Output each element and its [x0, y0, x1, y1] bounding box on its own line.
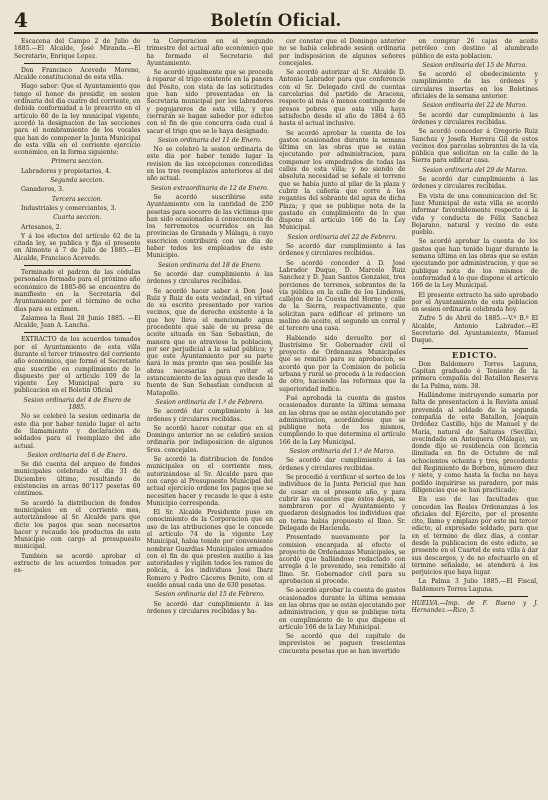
session-heading: Sesion ordinaria del 29 de Marzo.	[422, 166, 528, 174]
paragraph: La Palma 3 Julio 1885.—El Fiscal, Baldomero Torres Laguna.	[411, 578, 538, 593]
paragraph: En uso de las facultades que conceden las Reales Ordenanzas á los oficiales del Ejército, por el presente cito, llamo y emplazo por este mi tercer edicto, al expresado soldado, para que en el término de diez dias, á contar desde la publicacion de este edicto, se presente en el Cuartel de esta villa á dar sus descargos, y de no efectuarlo en el término señalado, se atenderá á los perjuicios que haya lugar.	[411, 496, 538, 577]
divider	[24, 63, 131, 64]
paragraph: Se acordó hacer constar que en el Domingo anterior no se celebró sesion ordinaria por indisposicion de algunos Sres. concejales.	[146, 424, 273, 454]
paragraph: Fué aprobada la cuenta de gastos ocasionados durante la última semana en las obras que se están ejecutando por administracion, acordándose que se publique nota de los mismos, cumpliendo lo que determina el artículo 166 de la Ley Municipal.	[279, 394, 406, 446]
paragraph: También se acordó aprobar el extracto de los acuerdos tomados por es-	[14, 552, 141, 575]
paragraph: Se acordó dar cumplimiento á las órdenes y circulares recibidas.	[279, 243, 406, 258]
paragraph: El presente extracto ha sido aprobado por el Ayuntamiento de esta poblacion en sesion ordinaria celebrada hoy.	[411, 291, 538, 314]
session-heading: Sesion ordinaria del 22 de Marzo.	[422, 102, 528, 110]
paragraph: Se acordó dar cumplimiento á las órdenes y circulares recibidas.	[146, 270, 273, 286]
paragraph: cer constar que el Domingo anterior no se había celebrado sesion ordinaria por indisposicion de algunos señores concejales.	[279, 38, 406, 67]
paragraph: Terminado el padron de las cédulas personales formado para el próximo año económico de 1885-86 se encuentra de manifiesto en la Secretaría del Ayuntamiento por el término de ocho dias para su exámen.	[14, 269, 141, 313]
session-heading: Sesion ordinaria del 18 de Enero.	[157, 261, 262, 269]
paragraph: Labradores y propietarios, 4.	[21, 167, 112, 175]
paragraph: ta Corporacion en el segundo trimestre del actual año económico que ha formado el Secretario del Ayuntamiento.	[146, 38, 273, 67]
paragraph: Zalamea la Real 28 Junio 1885. —El Alcalde, Juan A. Lancha.	[14, 314, 141, 330]
paragraph: Se acordó dar cumplimiento á las órdenes y circulares recibidas y ha-	[146, 600, 273, 615]
paragraph: No se celebró la sesion ordinaria de este dia por haber tenido lugar la revision de las excepciones concedidas en los tres reemplazos anteriores al del año actual.	[146, 146, 273, 183]
column-3	[279, 38, 406, 798]
paragraph: Industriales y comerciantes, 3.	[21, 204, 117, 212]
paragraph: No se celebró la sesion ordinaria de este dia por haber tenido lugar el acto de llamamiento y declaracion de soldados para el reemplazo del año actual.	[14, 413, 141, 450]
columns	[14, 38, 538, 798]
paragraph: Se acordó autorizar al Sr. Alcalde D. Antonio Labrador para que conferencie con el Sr. Delegado civil de cuentas carcelarias del partido de Aracena, respecto al más ó menos contingente de presos pobres que esta villa haya satisfecho desde el año de 1864 á 65 hasta el actual inclusive.	[279, 69, 406, 128]
paragraph: Zufre 5 de Abril de 1885.—V.º B.º El Alcalde, Antonio Labrador.—El Secretario del Ayuntamiento, Manuel Duque.	[411, 315, 538, 345]
paragraph: Se acordó aprobar la cuenta de gastos ocasionados durante la última semana en las obras que se están ejecutando por administracion, y que se publique nota en cumplimiento de lo que dispone el artículo 166 de la Ley Municipal.	[279, 587, 406, 631]
printer-imprint: HUELVA.—Imp. de F. Bueno y J. Hernandez.—Rico, 5.	[411, 600, 538, 615]
section-heading: Segunda seccion.	[50, 177, 105, 185]
column-2	[147, 38, 274, 798]
paragraph: Se dió cuenta del arqueo de fondos municipales celebrado el dia 31 de Diciembre último, resultando de existencias en arcas 80'117 pesetas 69 céntimos.	[14, 461, 141, 498]
paragraph: En vista de una comunicacion del Sr. Juez Municipal de esta villa se acordó informar favorablemente respecto á la vida y conducta de Félix Sanchez Bejarano, natural y vecino de este pueblo.	[411, 192, 538, 237]
session-heading: Sesion ordinaria del 11 de Enero.	[157, 136, 262, 144]
paragraph: Se procedió á verificar el sorteo de los individuos de la Junta Pericial que han de cesar en el presente año, y para cubrir las vacantes que éstos dejen, se nombraron por el Ayuntamiento y quedaron designados los individuos que en terna habia propuesto el Ilmo. Sr. Delegado de Hacienda.	[279, 473, 406, 532]
paragraph: Se acordó hacer saber á Don José Ruiz y Ruiz de esta vecindad, en virtud de su escrito presentado por varios vecinos, que de derecho existente á la que hoy lleva el mencionado agua procedente que sale de su presa de aceite situada en San Sebastian, de manera que no atraviese la poblacion, por ser perjudicial á la salud pública; y que este Ayuntamiento por su parte hará lo más pronto que sea posible las obras necesarias para evitar el estancamiento de las aguas que desde la fuente de San Sebastian conducen al Matapollo.	[146, 287, 273, 397]
paragraph: Se acordó aprobar la cuenta de los gastos que han tenido lugar durante la semana última en las obras que se están ejecutando por administracion, y que se publique nota de los mismos de conformidad á lo que dispone el artículo 166 de la Ley Municipal.	[411, 238, 538, 290]
session-heading: Sesion ordinaria de 1.º de Febrero.	[155, 398, 265, 406]
paragraph: Se acordó dar cumplimiento á las órdenes y circulares recibidas.	[279, 457, 406, 472]
session-heading: Sesion ordinaria del 15 de Marzo.	[422, 61, 528, 69]
page-header	[14, 6, 538, 34]
column-4	[412, 38, 539, 798]
session-heading: Sesion ordinaria del 22 de Febrero.	[287, 233, 398, 241]
paragraph: Y á los efectos del artículo 62 de la citada ley, se publica y fija el presente en Almonte á 7 de Julio de 1885.—El Alcalde, Francisco Acevedo.	[14, 232, 141, 262]
paragraph: Habiendo sido devuelto por el Ilustrísimo Sr. Gobernador civil el proyecto de Ordenanzas Municipales que se remitió para su aprobacion, se acordó que por la Comision de policía urbana y rural se proceda á la redaccion de otro, haciendo las reformas que la superioridad indica.	[279, 334, 406, 393]
divider	[422, 596, 529, 597]
paragraph: Se acordó suscribirse este Ayuntamiento con la cantidad de 250 pesetas para socorro de las víctimas que han sido ocasionadas á consecuencia de los terremotos ocurridos en las provincias de Granada y Málaga, á cuyo suscricion contribuirá con un dia de haber todos los empleados de este Municipio.	[146, 193, 273, 260]
paragraph: Ganaderos, 3.	[21, 186, 64, 194]
column-1	[14, 38, 141, 798]
masthead-title: Boletín Oficial.	[210, 10, 342, 31]
paragraph: Presentado nuevamente por la comision encargada al efecto el proyecto de Ordenanzas Municipales, se acordó que hallándose redactado con arreglo á lo prevenido, sea remitido al Ilmo. Sr. Gobernador civil para su aprobacion si procede.	[279, 534, 406, 586]
paragraph: Se acordó el obedecimiento y cumplimiento de las órdenes y circulares insertas en los Boletines oficiales de la semana anterior.	[411, 71, 538, 101]
paragraph: Se acordó la distribucion de fondos municipales en el corriente mes, autorizándose al Sr. Alcalde para que dicte los pagos que sean necesarios hacer y recaudo los productos de este Municipio con cargo al presupuesto municipal.	[14, 499, 141, 551]
paragraph: Artesanos, 2.	[21, 223, 62, 231]
paragraph: Hago saber: Que el Ayuntamiento que tengo el honor de presidir, en sesion ordinaria del dia cuatro del corriente, en debida conformidad a lo prescrito en el artículo 60 de la ley municipal vigente, acordó la designacion de las secciones para el nombramiento de los vocales que han de componer la Junta Municipal de esta villa en el corriente ejercicio económico, en la forma siguiente:	[14, 83, 141, 157]
session-heading: Sesion ordinaria del 4 de Enero de 1885.	[23, 396, 131, 412]
paragraph: Escacena del Campo 2 de Julio de 1885.—El Alcalde, José Miranda.—El Secretario, Enrique Lopez.	[14, 38, 141, 60]
paragraph: EXTRACTO de los acuerdos tomados por el Ayuntamiento de esta villa durante el tercer trimestre del corriente año económico, que formó el Secretario que suscribe en cumplimiento de lo dispuesto por el artículo 109 de la vigente Ley Municipal para su publicacion en el Boletin Oficial	[14, 336, 141, 395]
paragraph: Se acordó que del capítulo de imprevistos se paguen trescientas cincuenta pesetas que se han invertido	[279, 633, 406, 655]
paragraph: Don Baldomero Torres Laguna, Capitan graduado é Teniente de la primera compañía del Batallon Reserva de La Palma, núm. 38.	[411, 360, 538, 390]
paragraph: Se acordó igualmente que se proceda á reparar el trigo existente en la panera del Pósito, con vista de las solicitudes que han sido presentadas en la Secretaría municipal por los labradores y pegujareros de esta villa, y que cierrarán se hagan sabedor por edictos con el fin de que concurra cada cual á sacar el trigo que se le haya designado.	[146, 69, 273, 135]
paragraph: Se acordó dar cumplimiento á las órdenes y circulares recibidas.	[411, 176, 538, 191]
section-heading: Tercera seccion.	[51, 195, 103, 203]
page-number: 4	[14, 8, 28, 32]
session-heading: Sesion ordinaria del 1.º de Marzo.	[289, 448, 396, 456]
paragraph: El Sr. Alcalde Presidente puso en conocimiento de la Corporacion que en uso de las atribuciones que le concede el artículo 74 de la vigente Ley Municipal, habia tenido por conveniente nombrar Guardias Municipales armados con el fin de que presten auxilio á las autoridades y vigilen todos los ramos de policía, á los individuos José Ibarz Romero y Pedro Cáceres Benito, con el sueldo anual cada uno de 630 pesetas.	[146, 509, 273, 590]
paragraph: Se acordó la distribucion de fondos municipales en el corriente mes, autorizándose al Sr. Alcalde para que con cargo al Presupuesto Municipal del actual ejercicio ordene los pagos que se necesiten hacer y recaude lo que á este Municipio corresponda.	[146, 456, 273, 507]
paragraph: Se acordó aprobar la cuenta de los gastos ocasionados durante la semana última en las obras que se están ejecutando por administracion, para componer los empedrados de todas las calles de esta villa; y no siendo de absoluta necesidad se señale el terreno que se había junto al pilar de la plaza y cubrir la cañería que corre á los regantes del sobrante del agua de dicha Plaza; y que se publique nota de la gastado en cumplimiento de lo que dispone el artículo 166 de la Ley Municipal.	[279, 129, 406, 232]
session-heading: Sesion extraordinaria de 12 de Enero.	[150, 184, 269, 192]
paragraph: en comprar 26 cajas de aceite petróleo con destino al alumbrado público de esta poblacion.	[411, 38, 538, 60]
divider	[24, 265, 131, 266]
paragraph: Se acordó dar cumplimiento á las órdenes y circulares recibidas.	[411, 111, 538, 126]
paragraph: Se acordó conceder á Gregorio Ruiz Sanchez y Josefa Herrera Gil de estos vecinos dos parcelas sobrantes de la vía pública que solicitan en la calle de la Sierra para edificar casa.	[411, 128, 538, 165]
session-heading: Sesion ordinaria del 15 de Febrero.	[154, 591, 265, 599]
paragraph: Se acordó dar cumplimiento á las órdenes y circulares recibidas.	[146, 408, 273, 423]
divider	[422, 348, 529, 349]
section-heading: Cuarta seccion.	[53, 214, 102, 222]
paragraph: Hallándome instruyendo sumaria por falta de presentacion á la Revista anual prevenida al soldado de la segunda compañía de este Batallon, Joaquin Ordoñez Castillo, hijo de Manuel y de María, natural de Saltaras (Sevilla), avecindado en Antequera (Málaga), un donde dijo se residencia con licencia ilimitada en fin de Octubre de mil ochocientos ochenta y tres, procedente del Regimiento de Borbon, número diez y siete, y como hasta la fecha no haya podido inquirirse su paradero, por más diligencias que se han practicado;	[411, 392, 538, 494]
session-heading: Sesion ordinaria del 6 de Enero.	[27, 451, 128, 459]
paragraph: Don Francisco Acevedo Moreno, Alcalde constitucional de esta villa.	[14, 66, 141, 82]
paragraph: Se acordó conceder á D. José Labrador Duque, D. Marcelo Ruiz Sanchez y D. Juan Santos Gonzalez, tres porciones de terrenos, sobrantes de la vía pública en la calle de los Linderos, callejón de la Cuesta del Horno y calle de la Sierra, respectivamente, que solicitan para edificar el primero un molino de aceite, el segundo un corral y el tercero una casa.	[279, 259, 406, 333]
section-heading: Primera seccion.	[51, 158, 104, 166]
edicto-heading: EDICTO.	[452, 349, 498, 360]
divider	[24, 332, 131, 333]
